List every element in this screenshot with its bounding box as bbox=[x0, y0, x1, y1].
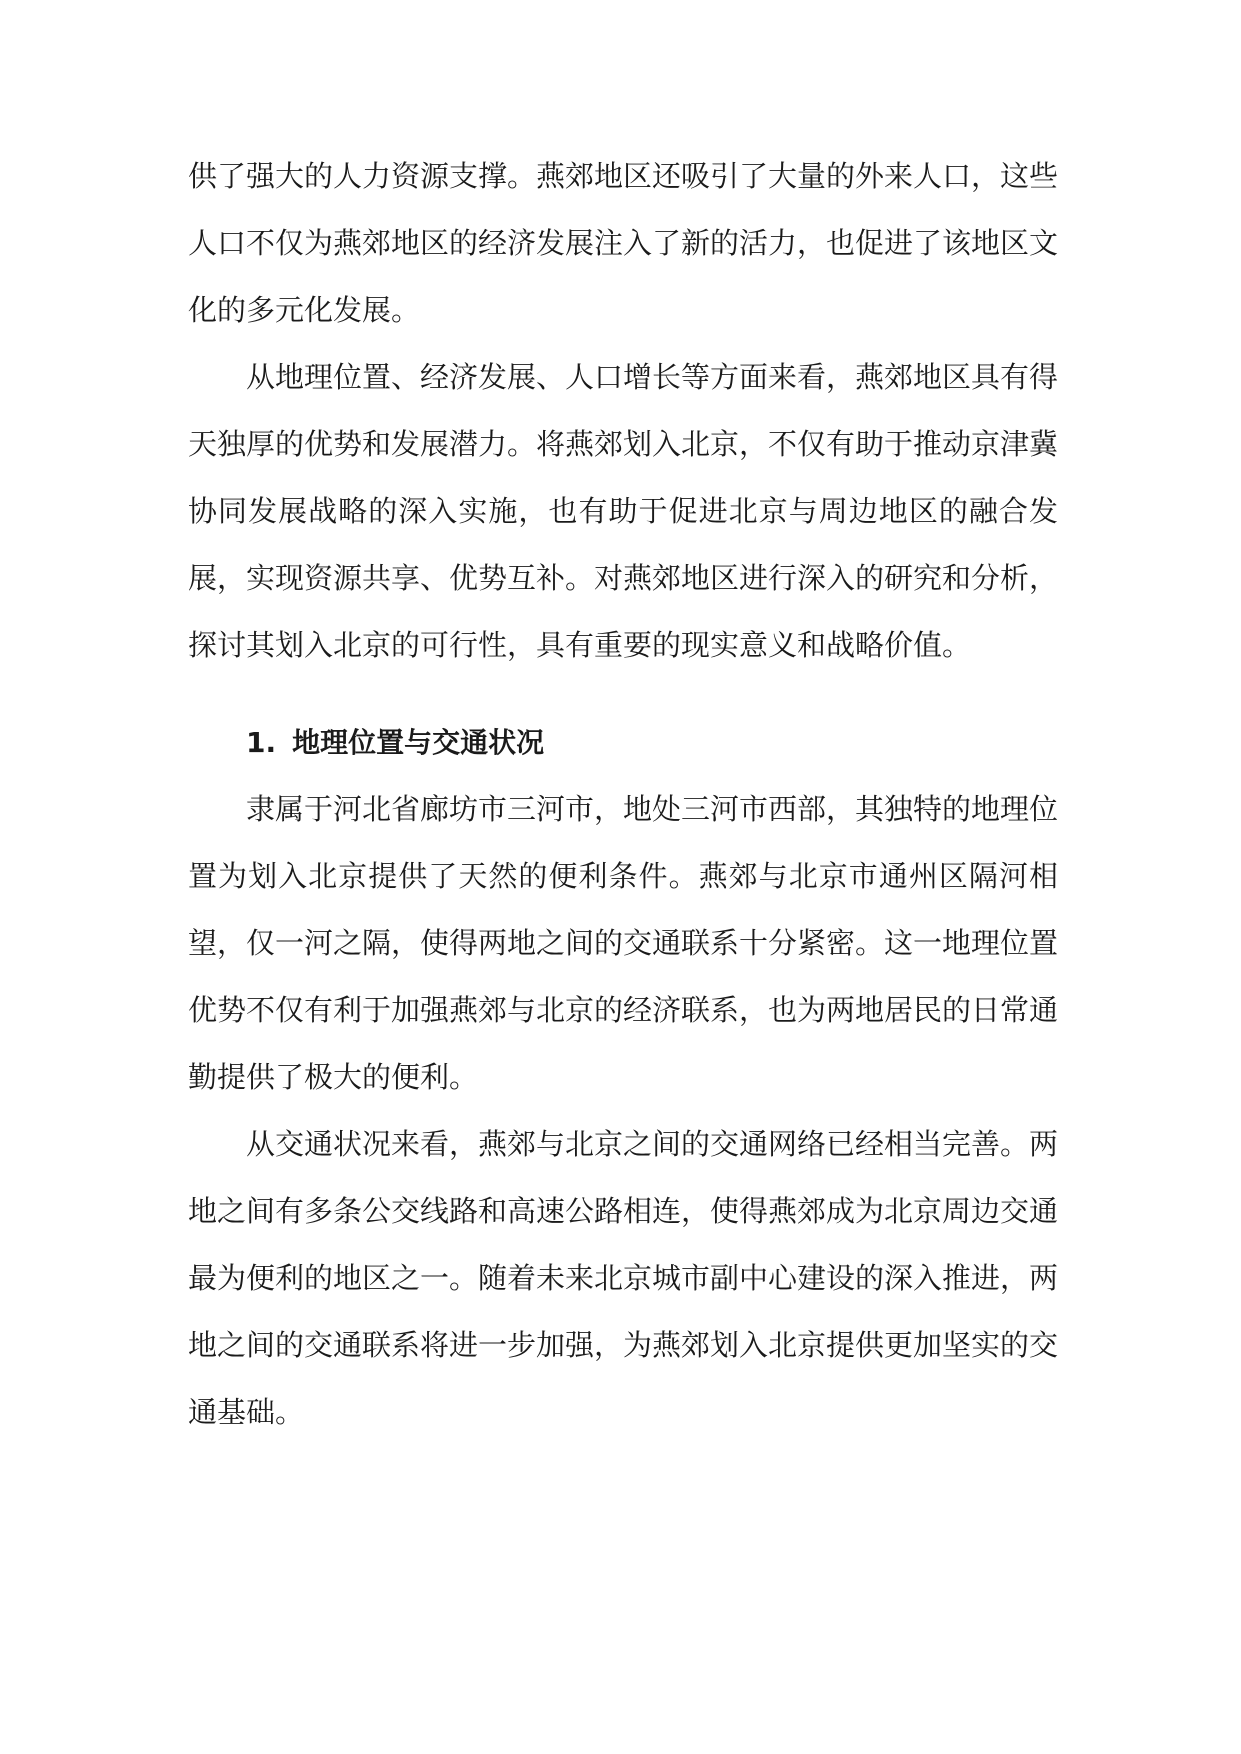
paragraph-transport: 从交通状况来看，燕郊与北京之间的交通网络已经相当完善。两地之间有多条公交线路和高速公路相连，使得燕郊成为北京周边交通最为便利的地区之一。随着未来北京城市副中心建设的深入推进，两地之间的交通联系将进一步加强，为燕郊划入北京提供更加坚实的交通基础。 bbox=[188, 1127, 1059, 1429]
paragraph-continuation: 供了强大的人力资源支撑。燕郊地区还吸引了大量的外来人口，这些人口不仅为燕郊地区的经济发展注入了新的活力，也促进了该地区文化的多元化发展。 bbox=[188, 159, 1059, 327]
section-heading-number: 1. bbox=[246, 726, 277, 759]
paragraph-geography: 隶属于河北省廊坊市三河市，地处三河市西部，其独特的地理位置为划入北京提供了天然的便利条件。燕郊与北京市通州区隔河相望，仅一河之隔，使得两地之间的交通联系十分紧密。这一地理位置优势不仅有利于加强燕郊与北京的经济联系，也为两地居民的日常通勤提供了极大的便利。 bbox=[188, 792, 1059, 1094]
section-heading-title: 地理位置与交通状况 bbox=[292, 726, 545, 759]
section-heading bbox=[188, 709, 1058, 776]
document-body bbox=[188, 143, 1058, 1446]
paragraph-overview: 从地理位置、经济发展、人口增长等方面来看，燕郊地区具有得天独厚的优势和发展潜力。将燕郊划入北京，不仅有助于推动京津冀协同发展战略的深入实施，也有助于促进北京与周边地区的融合发展，实现资源共享、优势互补。对燕郊地区进行深入的研究和分析，探讨其划入北京的可行性，具有重要的现实意义和战略价值。 bbox=[188, 360, 1059, 662]
